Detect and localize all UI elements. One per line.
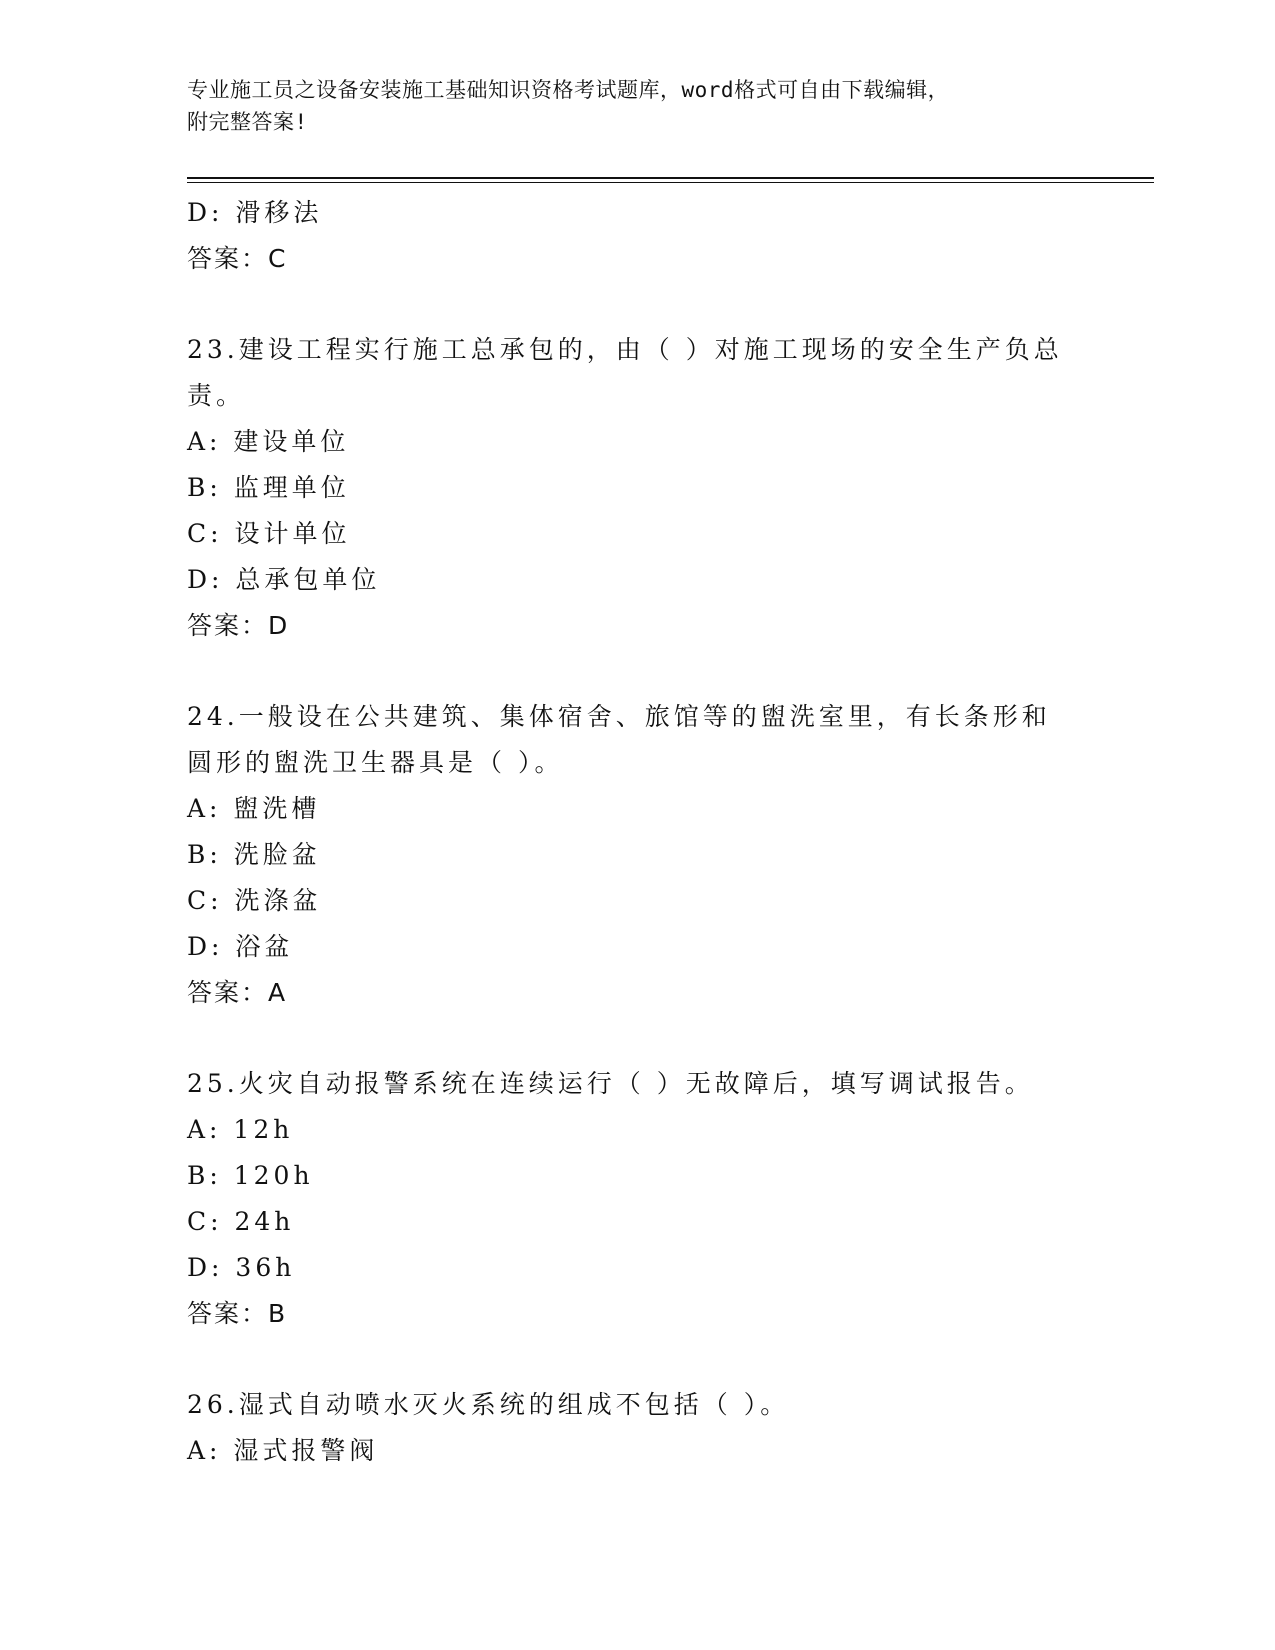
option-d: D: 总承包单位 [187,565,381,594]
answer-line: 答案：D [187,611,290,640]
question-block-24 [187,694,1087,1016]
question-text: 26.湿式自动喷水灭火系统的组成不包括（ ）。 [187,1390,790,1419]
option-d: D: 36h [187,1253,296,1282]
question-list [187,190,1087,1474]
option-a: A: 盥洗槽 [187,794,321,823]
question-text: 23.建设工程实行施工总承包的，由（ ）对施工现场的安全生产负总责。 [187,335,1063,410]
spacer [187,1016,1087,1061]
option-b: B: 洗脸盆 [187,840,321,869]
question-block-23 [187,327,1087,649]
option-d: D: 滑移法 [187,198,323,227]
option-b: B: 监理单位 [187,473,350,502]
option-a: A: 建设单位 [187,427,350,456]
header-divider-thin [187,182,1154,183]
option-a: A: 12h [187,1115,294,1144]
answer-line: 答案：B [187,1299,288,1328]
option-b: B: 120h [187,1161,314,1190]
option-c: C: 24h [187,1207,295,1236]
option-d: D: 浴盆 [187,932,294,961]
question-text: 25.火灾自动报警系统在连续运行（ ）无故障后，填写调试报告。 [187,1069,1034,1098]
header-title-line-2: 附完整答案! [187,110,308,134]
option-a: A: 湿式报警阀 [187,1436,379,1465]
question-block-26 [187,1382,1087,1474]
question-text: 24.一般设在公共建筑、集体宿舍、旅馆等的盥洗室里，有长条形和圆形的盥洗卫生器具是（ ）。 [187,702,1051,777]
spacer [187,649,1087,694]
option-c: C: 洗涤盆 [187,886,322,915]
answer-line: 答案：C [187,244,288,273]
header-divider-thick [187,177,1154,179]
answer-line: 答案：A [187,978,288,1007]
option-c: C: 设计单位 [187,519,351,548]
document-header [187,74,1107,138]
header-title-line-1: 专业施工员之设备安装施工基础知识资格考试题库，word格式可自由下载编辑， [187,78,950,102]
spacer [187,1337,1087,1382]
spacer [187,282,1087,327]
question-block-25 [187,1061,1087,1337]
